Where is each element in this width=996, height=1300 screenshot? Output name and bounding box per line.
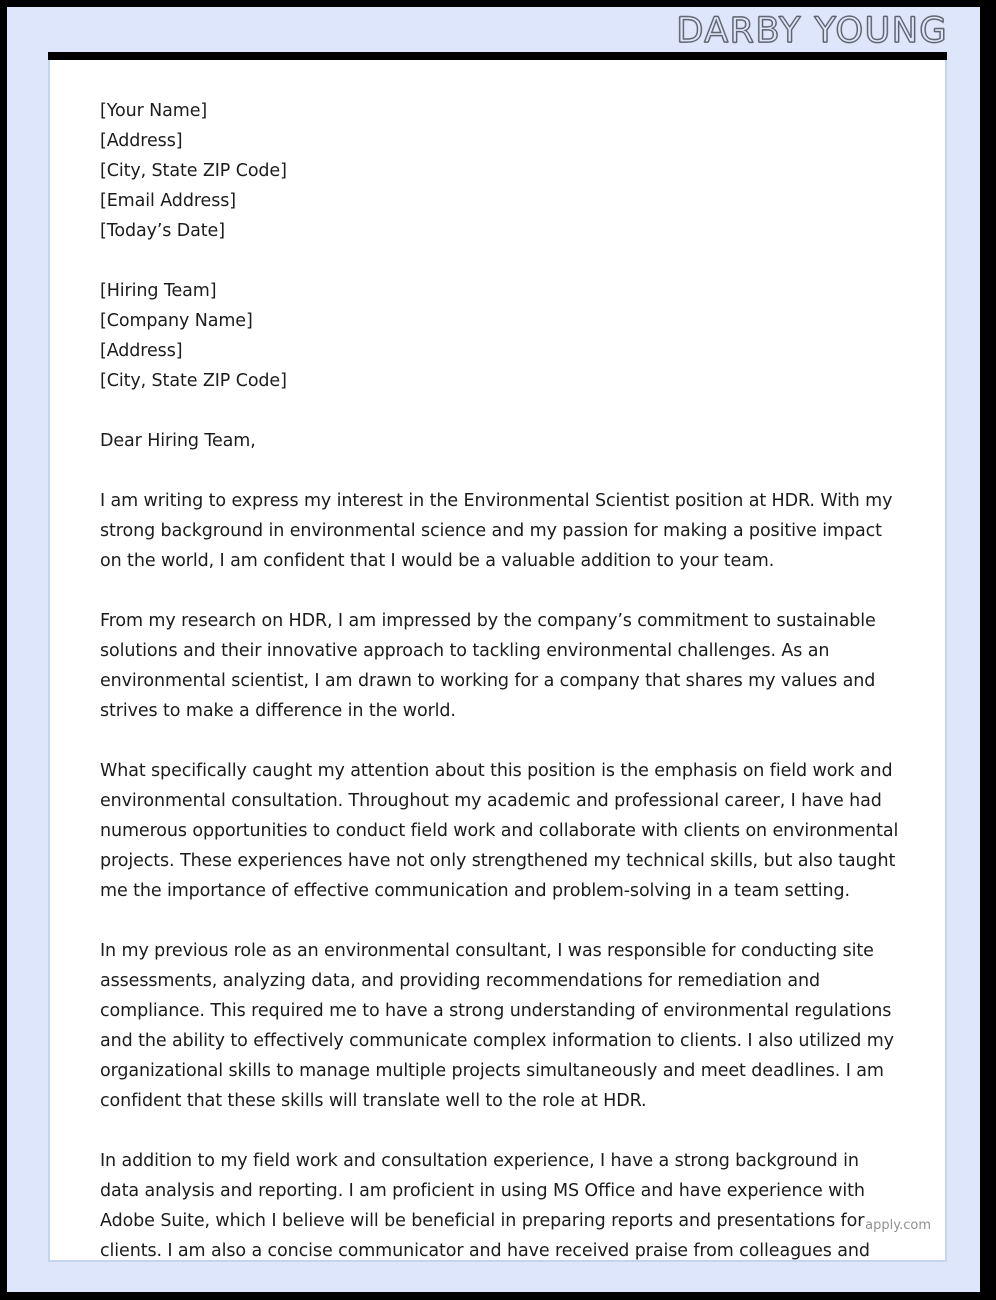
window-frame-left (0, 0, 7, 1300)
letter-body (100, 96, 900, 1266)
sender-line: [City, State ZIP Code] (100, 161, 287, 181)
page-title: DARBY YOUNG (676, 11, 948, 51)
body-paragraph: In my previous role as an environmental consultant, I was responsible for conducting site assessments, analyzing data, and providing recommendations for remediation and compliance. This required me to have a strong understanding of environmental regulations and the ability to effectively communicate complex information to clients. I also utilized my organizational skills to manage multiple projects simultaneously and meet deadlines. I am confident that these skills will translate well to the role at HDR. (100, 941, 894, 1111)
body-paragraph: From my research on HDR, I am impressed by the company’s commitment to sustainable solutions and their innovative approach to tackling environmental challenges. As an environmental scientist, I am drawn to working for a company that shares my values and strives to make a difference in the world. (100, 611, 876, 721)
window-frame-right (980, 0, 996, 1300)
body-paragraph: What specifically caught my attention about this position is the emphasis on field work and environmental consultation. Throughout my academic and professional career, I have had numerous opportunities to conduct field work and collaborate with clients on environmental projects. These experiences have not only strengthened my technical skills, but also taught me the importance of effective communication and problem-solving in a team setting. (100, 761, 899, 901)
recipient-line: [Company Name] (100, 311, 253, 331)
header-divider-rule (48, 52, 947, 60)
body-paragraph: In addition to my field work and consultation experience, I have a strong background in data analysis and reporting. I am proficient in using MS Office and have experience with Adobe Suite, which I believe will be beneficial in preparing reports and presentations for clients. I am also a concise communicator and have received praise from colleagues and (100, 1151, 870, 1261)
sender-line: [Email Address] (100, 191, 236, 211)
sender-line: [Today’s Date] (100, 221, 225, 241)
salutation: Dear Hiring Team, (100, 431, 256, 451)
recipient-line: [Address] (100, 341, 183, 361)
sender-address-block (100, 96, 900, 246)
sender-line: [Address] (100, 131, 183, 151)
body-paragraph: I am writing to express my interest in the Environmental Scientist position at HDR. With my strong background in environmental science and my passion for making a positive impact on the world, I am confident that I would be a valuable addition to your team. (100, 491, 893, 571)
window-frame-bottom (0, 1292, 996, 1300)
sender-line: [Your Name] (100, 101, 208, 121)
recipient-address-block (100, 276, 900, 396)
watermark-text: apply.com (865, 1218, 931, 1233)
letterhead-header (7, 7, 980, 53)
window-frame-top (0, 0, 996, 7)
recipient-line: [City, State ZIP Code] (100, 371, 287, 391)
recipient-line: [Hiring Team] (100, 281, 217, 301)
letter-page (48, 60, 947, 1262)
document-workspace (7, 7, 980, 1292)
